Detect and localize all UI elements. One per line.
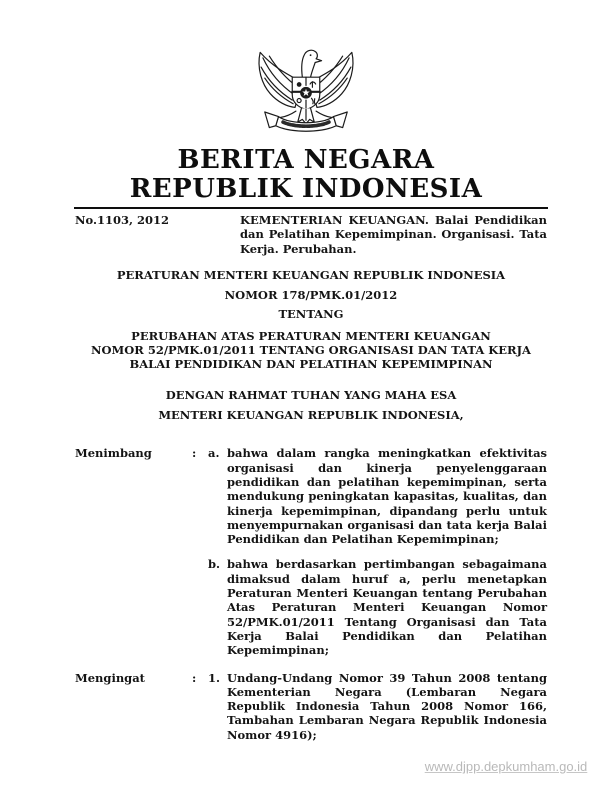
recalling-section: [75, 671, 547, 742]
item-marker: 1.: [208, 670, 221, 685]
considering-label: Menimbang: [75, 446, 152, 461]
masthead-title-line2: REPUBLIK INDONESIA: [129, 174, 483, 204]
subject-line: BALAI PENDIDIKAN DAN PELATIHAN KEPEMIMPINAN: [129, 357, 493, 372]
gazette-number: No.1103, 2012: [75, 213, 170, 227]
subject-line: PERUBAHAN ATAS PERATURAN MENTERI KEUANGAN: [131, 328, 491, 343]
considering-colon: :: [192, 446, 197, 461]
tail-feathers-icon: [298, 108, 315, 124]
item-text: bahwa dalam rangka meningkatkan efektivitas organisasi dan kinerja penyelenggaraan pendidikan dan pelatihan kepemimpinan, serta mendukung peningkatan kapasitas, kualitas, dan kinerja kepemimpinan, dipandang perlu untuk menyempurnakan organisasi dan tata kerja Balai Pendidikan dan Pelatihan Kepemimpinan;: [227, 446, 547, 547]
eagle-head-icon: [302, 50, 322, 77]
masthead: [0, 146, 612, 204]
list-item: [208, 557, 547, 657]
regulation-subject: [75, 329, 547, 372]
considering-items: [208, 446, 547, 657]
subject-abstract: KEMENTERIAN KEUANGAN. Balai Pendidikan dan Pelatihan Kepemimpinan. Organisasi. Tata Kerja. Perubahan.: [240, 213, 547, 256]
right-leg-icon: [316, 111, 332, 117]
garuda-pancasila-emblem: [251, 42, 361, 138]
subject-line: NOMOR 52/PMK.01/2011 TENTANG ORGANISASI DAN TATA KERJA: [91, 342, 531, 357]
considering-section: [75, 446, 547, 657]
invocation-line: DENGAN RAHMAT TUHAN YANG MAHA ESA: [165, 388, 457, 403]
authority-line: MENTERI KEUANGAN REPUBLIK INDONESIA,: [158, 408, 464, 423]
tentang-line: TENTANG: [278, 307, 344, 321]
list-item: [208, 671, 547, 742]
regulation-body: [75, 266, 547, 742]
recalling-label: Mengingat: [75, 670, 145, 685]
left-leg-icon: [280, 111, 296, 117]
item-marker: a.: [208, 446, 220, 461]
regulation-number-line: NOMOR 178/PMK.01/2012: [224, 287, 398, 302]
list-item: [208, 446, 547, 546]
masthead-rule: [74, 207, 548, 209]
item-text: bahwa berdasarkan pertimbangan sebagaimana dimaksud dalam huruf a, perlu menetapkan Peraturan Menteri Keuangan tentang Perubahan Atas Peraturan Menteri Keuangan Nomor 52/PMK.01/2011 Tentang Organisasi dan Tata Kerja Balai Pendidikan dan Pelatihan Kepemimpinan;: [227, 557, 547, 658]
recalling-colon: :: [192, 670, 197, 685]
pancasila-shield-icon: [292, 77, 320, 109]
garuda-emblem-icon: [251, 42, 361, 138]
item-text: Undang-Undang Nomor 39 Tahun 2008 tentang Kementerian Negara (Lembaran Negara Republik Indonesia Tahun 2008 Nomor 166, Tambahan Lembaran Negara Republik Indonesia Nomor 4916);: [227, 670, 547, 742]
masthead-title-line1: BERITA NEGARA: [177, 145, 435, 175]
watermark-url: www.djpp.depkumham.go.id: [424, 759, 588, 774]
gazette-header-row: [75, 213, 547, 256]
item-marker: b.: [208, 557, 221, 572]
regulation-title-primary: [75, 266, 547, 325]
regulation-title-line: PERATURAN MENTERI KEUANGAN REPUBLIK INDONESIA: [116, 268, 506, 282]
recalling-items: [208, 671, 547, 742]
